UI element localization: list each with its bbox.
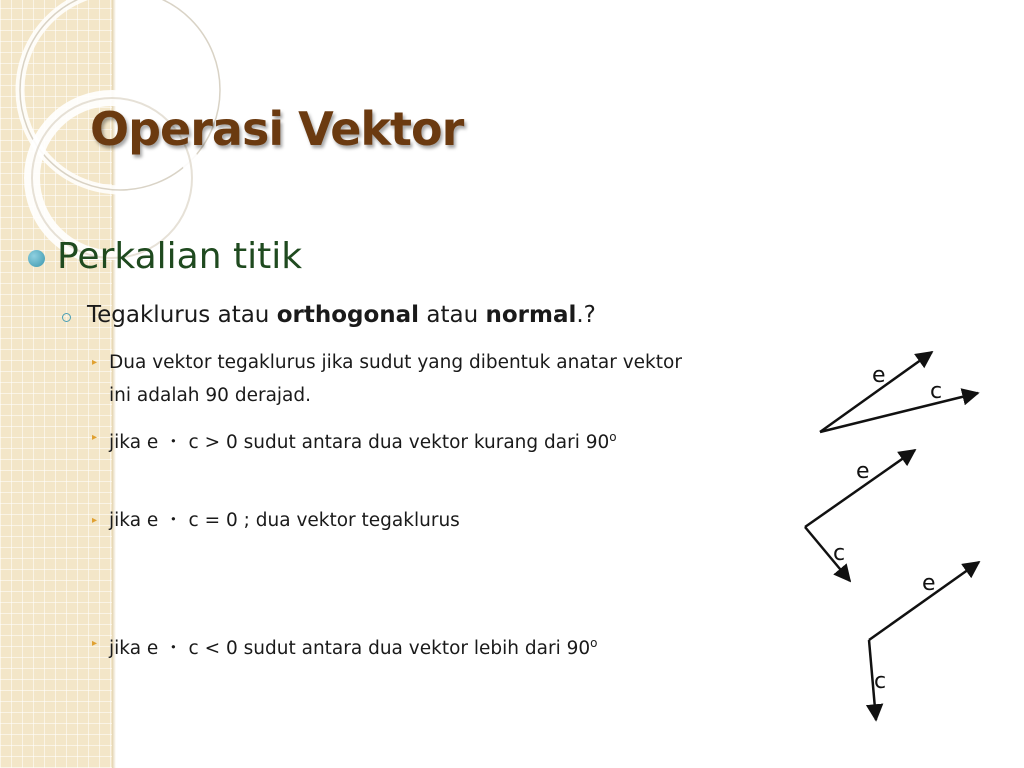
level2-bold-orthogonal: orthogonal [276, 302, 420, 328]
bullet-triangle-icon: ▸ [92, 515, 98, 526]
diagram-right [805, 450, 915, 581]
level2-mid: atau [419, 302, 486, 328]
label-e: e [872, 363, 886, 388]
bullet-level3-1 [92, 346, 682, 412]
label-e: e [856, 459, 870, 484]
level2-text [87, 302, 596, 328]
label-e: e [922, 571, 936, 596]
bullet-1-line1: Dua vektor tegaklurus jika sudut yang dibentuk anatar vektor [109, 352, 682, 373]
level1-text: Perkalian titik [57, 236, 303, 277]
vector-diagrams [780, 340, 1020, 760]
diagram-acute [820, 352, 978, 432]
bullet-level3-2 [92, 421, 617, 459]
level2-bold-normal: normal [485, 302, 577, 328]
bullet-4-text: jika e ・ c < 0 sudut antara dua vektor lebih dari 90 [109, 638, 591, 660]
level2-post: .? [576, 302, 596, 328]
bullet-level3-4 [92, 627, 597, 665]
diagram-obtuse [869, 562, 979, 720]
bullet-ring-icon [62, 313, 71, 322]
bullet-level2 [62, 302, 596, 328]
label-c: c [833, 541, 846, 566]
vector-c-arrow [820, 393, 978, 432]
bullet-triangle-icon: ▸ [92, 432, 98, 443]
level2-pre: Tegaklurus atau [87, 302, 277, 328]
bullet-level3-3 [92, 504, 460, 537]
slide-title: Operasi Vektor [90, 102, 464, 156]
bullet-triangle-icon: ▸ [92, 357, 98, 368]
degree-sup: o [609, 430, 617, 444]
bullet-2-text: jika e ・ c > 0 sudut antara dua vektor kurang dari 90 [109, 432, 610, 454]
label-c: c [930, 379, 943, 404]
degree-sup: o [590, 636, 598, 650]
bullet-dot-icon [28, 250, 45, 267]
bullet-1-line2: ini adalah 90 derajad. [109, 385, 312, 406]
bullet-triangle-icon: ▸ [92, 638, 98, 649]
bullet-level1 [28, 236, 302, 277]
label-c: c [874, 669, 887, 694]
bullet-3-text: jika e ・ c = 0 ; dua vektor tegaklurus [109, 510, 460, 531]
